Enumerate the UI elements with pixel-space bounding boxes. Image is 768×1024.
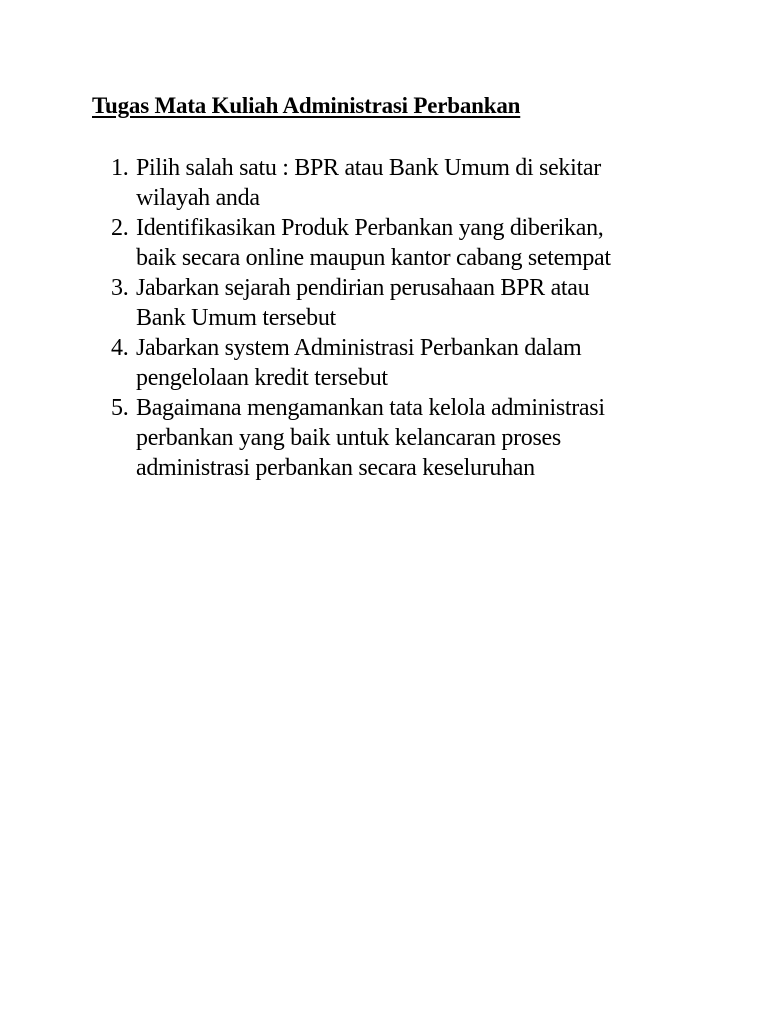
task-text-line: wilayah anda <box>136 185 260 211</box>
task-number: 1. <box>111 155 129 181</box>
task-text-line: Identifikasikan Produk Perbankan yang diberikan, <box>136 215 604 241</box>
task-text-line: Bank Umum tersebut <box>136 305 336 331</box>
task-text-line: administrasi perbankan secara keseluruhan <box>136 455 535 481</box>
task-number: 5. <box>111 395 129 421</box>
task-number: 4. <box>111 335 129 361</box>
task-text-line: pengelolaan kredit tersebut <box>136 365 388 391</box>
task-text-line: Bagaimana mengamankan tata kelola administrasi <box>136 395 605 421</box>
task-text-line: perbankan yang baik untuk kelancaran proses <box>136 425 561 451</box>
task-item-1 <box>0 153 700 213</box>
task-text-line: Jabarkan system Administrasi Perbankan dalam <box>136 335 582 361</box>
task-item-5 <box>0 393 700 483</box>
task-text-line: Pilih salah satu : BPR atau Bank Umum di sekitar <box>136 155 601 181</box>
task-list <box>0 153 700 483</box>
task-text-line: baik secara online maupun kantor cabang setempat <box>136 245 611 271</box>
task-text-line: Jabarkan sejarah pendirian perusahaan BPR atau <box>136 275 590 301</box>
task-number: 3. <box>111 275 129 301</box>
task-item-4 <box>0 333 700 393</box>
document-title: Tugas Mata Kuliah Administrasi Perbankan <box>92 93 521 118</box>
task-item-2 <box>0 213 700 273</box>
task-number: 2. <box>111 215 129 241</box>
task-item-3 <box>0 273 700 333</box>
